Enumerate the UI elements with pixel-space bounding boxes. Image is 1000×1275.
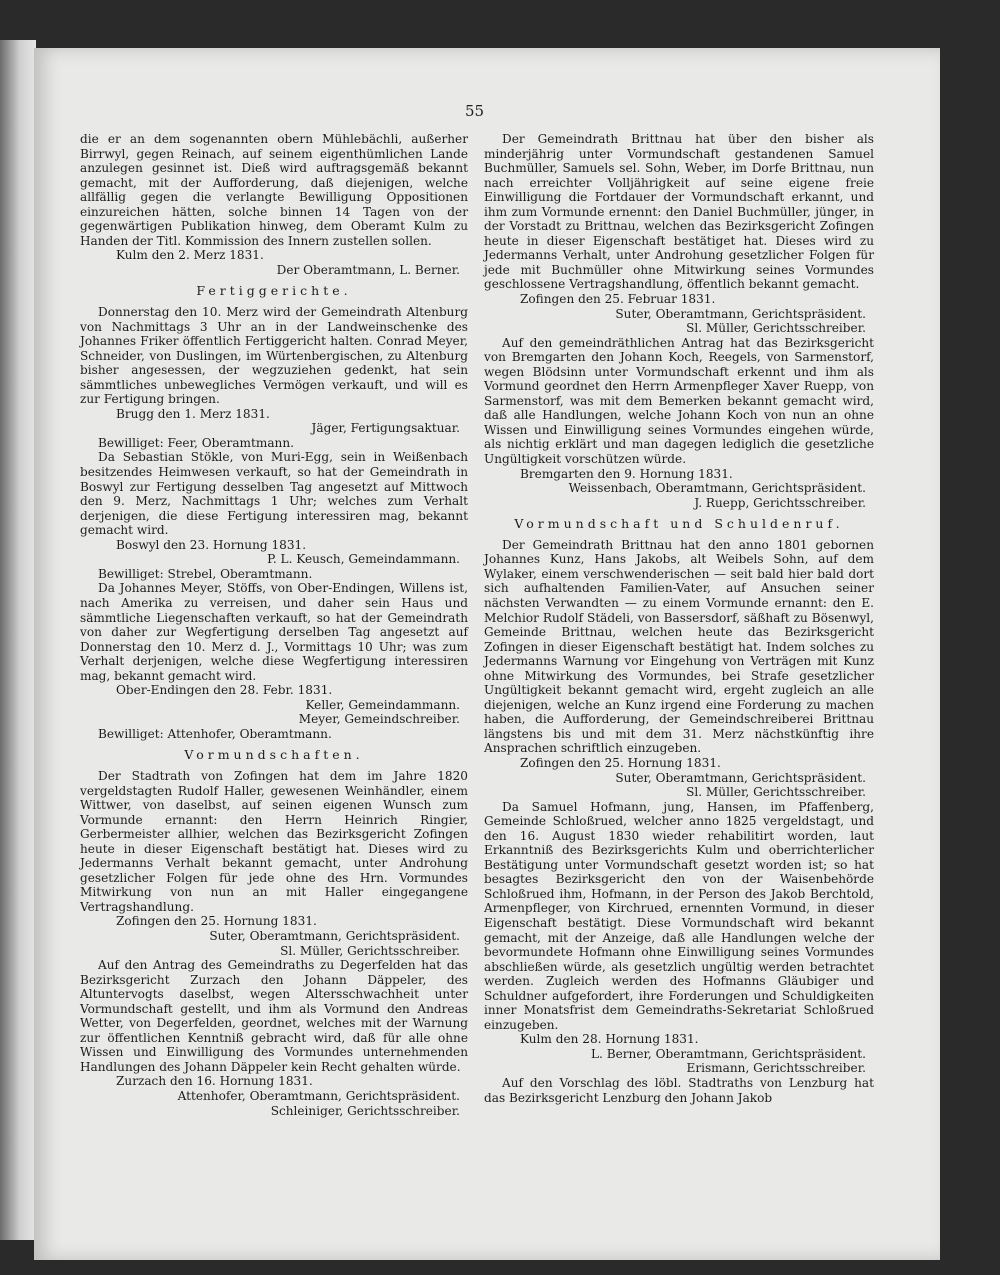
notice-paragraph: Der Gemeindrath Brittnau hat über den bisher als minderjährig unter Vormundschaft gestandenen Samuel Buchmüller, Samuels sel. Sohn, Weber, im Dorfe Brittnau, nun nach erreichter Volljährigkeit auf seine eigene freie Einwilligung die Fortdauer der Vormundschaft erkannt, und ihm zum Vormunde ernennt: den Daniel Buchmüller, jünger, in der Vorstadt zu Brittnau, welchen das Bezirksgericht Zofingen heute in dieser Eigenschaft bestätiget hat. Dieses wird zu Jedermanns Verhalt, unter Androhung gesetzlicher Folgen für jede mit Buchmüller ohne Mitwirkung seines Vormundes geschlossene Vertragshandlung, öffentlich bekannt gemacht. [484,132,874,292]
notice-paragraph: Der Gemeindrath Brittnau hat den anno 1801 gebornen Johannes Kunz, Hans Jakobs, alt Weibels Sohn, auf dem Wylaker, einem verschwenderischen — seit bald hier bald dort sich aufhaltenden Familien-Vater, auf Ansuchen seiner nächsten Verwandten — zu einem Vormunde ernannt: den E. Melchior Rudolf Städeli, von Bassersdorf, säßhaft zu Bösenwyl, Gemeinde Brittnau, welchen heute das Bezirksgericht Zofingen in dieser Eigenschaft bestätigt hat. Indem solches zu Jedermanns Warnung vor Eingehung von Verträgen mit Kunz ohne Mitwirkung des Vormundes, bei Strafe gesetzlicher Ungültigkeit bekannt gemacht wird, ergeht zugleich an alle diejenigen, welche an Kunz irgend eine Forderung zu machen haben, die Aufforderung, der Gemeindschreiberei Brittnau längstens bis und mit dem 31. Merz nächstkünftig ihre Ansprachen schriftlich einzugeben. [484,537,874,756]
signature-line: J. Ruepp, Gerichtsschreiber. [694,495,866,510]
spine-edge-text [4,160,14,840]
page-number: 55 [465,102,485,120]
place-date-line: Brugg den 1. Merz 1831. [116,406,270,421]
notice-paragraph: Da Sebastian Stökle, von Muri-Egg, sein in Weißenbach besitzendes Heimwesen verkauft, so hat der Gemeindrath in Boswyl zur Fertigung desselben Tag angesetzt auf Mittwoch den 9. Merz, Nachmittags 1 Uhr; welches zum Verhalt derjenigen, die diese Fertigung interessiren mag, bekannt gemacht wird. [80,450,468,538]
signature-line: Der Oberamtmann, L. Berner. [276,262,460,277]
notice-paragraph: Auf den gemeindräthlichen Antrag hat das Bezirksgericht von Bremgarten den Johann Koch, Reegels, von Sarmenstorf, wegen Blödsinn unter Vormundschaft erkennt und ihm als Vormund geordnet den Herrn Armenpfleger Xaver Ruepp, von Sarmenstorf, was mit dem Bemerken bekannt gemacht wird, daß alle Handlungen, welche Johann Koch von nun an ohne Wissen und Einwilligung seines Vormundes eingehen würde, als nichtig erklärt und man dagegen lediglich die gesetzliche Ungültigkeit vorschützen würde. [484,335,874,467]
place-date-line: Zurzach den 16. Hornung 1831. [116,1074,313,1089]
place-date-line: Zofingen den 25. Hornung 1831. [116,914,317,929]
approval-line: Bewilliget: Feer, Oberamtmann. [98,435,294,450]
notice-paragraph: Auf den Vorschlag des löbl. Stadtraths von Lenzburg hat das Bezirksgericht Lenzburg den Johann Jakob [484,1076,874,1105]
signature-line: Meyer, Gemeindschreiber. [298,712,460,727]
signature-line: Suter, Oberamtmann, Gerichtspräsident. [209,928,460,943]
signature-line: P. L. Keusch, Gemeindammann. [267,552,460,567]
signature-line: Attenhofer, Oberamtmann, Gerichtspräsident. [177,1089,460,1103]
place-date-line: Zofingen den 25. Hornung 1831. [520,755,721,770]
place-date-line: Bremgarten den 9. Hornung 1831. [520,466,733,481]
signature-line: Jäger, Fertigungsaktuar. [311,421,460,436]
left-column [80,132,468,1118]
section-heading: Vormundschaft und Schuldenruf. [514,516,844,532]
signature-line: Sl. Müller, Gerichtsschreiber. [686,785,866,800]
place-date-line: Kulm den 2. Merz 1831. [116,248,264,263]
right-column [484,132,874,1105]
place-date-line: Ober-Endingen den 28. Febr. 1831. [116,683,333,698]
signature-line: Sl. Müller, Gerichtsschreiber. [686,321,866,336]
signature-line: L. Berner, Oberamtmann, Gerichtspräsident. [590,1046,866,1061]
approval-line: Bewilliget: Strebel, Oberamtmann. [98,566,313,581]
signature-line: Suter, Oberamtmann, Gerichtspräsident. [615,306,866,321]
signature-line: Schleiniger, Gerichtsschreiber. [270,1103,460,1118]
notice-paragraph: Da Samuel Hofmann, jung, Hansen, im Pfaffenberg, Gemeinde Schloßrued, welcher anno 1825 vergeldstagt, und den 16. August 1830 wieder rehabilitirt worden, laut Erkanntniß des Bezirksgerichts Kulm und oberrichterlicher Bestätigung unter Vormundschaft gesetzt worden ist; so hat besagtes Bezirksgericht den von der Waisenbehörde Schloßrued ihm, Hofmann, in der Person des Jakob Berchtold, Armenpfleger, von Kirchrued, ernennten Vormund, in dieser Eigenschaft bestätigt. Diese Vormundschaft wird bekannt gemacht, mit der Anzeige, daß alle Handlungen welche der bevormundete Hofmann ohne Einwilligung seines Vormundes abschließen würde, als gesetzlich ungültig werden betrachtet werden. Zugleich werden des Hofmanns Gläubiger und Schuldner aufgefordert, ihre Forderungen und Schuldigkeiten inner Monatsfrist dem Gemeindraths-Sekretariat Schloßrued einzugeben. [484,799,874,1032]
notice-paragraph: Donnerstag den 10. Merz wird der Gemeindrath Altenburg von Nachmittags 3 Uhr an in der Landweinschenke des Johannes Friker öffentlich Fertiggericht halten. Conrad Meyer, Schneider, von Duslingen, im Würtenbergischen, zu Altenburg bisher angesessen, der wegzuziehen gedenkt, hat sein sämmtliches unbewegliches Vermögen verkauft, und will es zur Fertigung bringen. [80,305,468,407]
signature-line: Suter, Oberamtmann, Gerichtspräsident. [615,770,866,785]
approval-line: Bewilliget: Attenhofer, Oberamtmann. [98,726,332,741]
signature-line: Sl. Müller, Gerichtsschreiber. [280,943,460,958]
section-heading: Vormundschaften. [184,747,364,763]
signature-line: Erismann, Gerichtsschreiber. [686,1061,866,1076]
place-date-line: Zofingen den 25. Februar 1831. [520,292,716,307]
signature-line: Weissenbach, Oberamtmann, Gerichtspräsident. [568,481,866,496]
place-date-line: Boswyl den 23. Hornung 1831. [116,537,307,552]
notice-paragraph: die er an dem sogenannten obern Mühlebächli, außerher Birrwyl, gegen Reinach, auf seinem eigenthümlichen Lande anzulegen gesinnet ist. Dieß wird auftragsgemäß bekannt gemacht, mit der Aufforderung, daß diejenigen, welche allfällig gegen die verlangte Bewilligung Oppositionen einzureichen hätten, solche binnen 14 Tagen von der gegenwärtigen Publikation hinweg, dem Oberamt Kulm zu Handen der Titl. Kommission des Innern zustellen sollen. [80,132,468,248]
notice-paragraph: Da Johannes Meyer, Stöffs, von Ober-Endingen, Willens ist, nach Amerika zu verreisen, und daher sein Haus und sämmtliche Liegenschaften verkauft, so hat der Gemeindrath von daher zur Wegfertigung derselben Tag angesetzt auf Donnerstag den 10. Merz d. J., Vormittags 10 Uhr; was zum Verhalt derjenigen, welche diese Wegfertigung interessiren mag, bekannt gemacht wird. [80,581,468,683]
section-heading: Fertiggerichte. [196,283,352,299]
notice-paragraph: Auf den Antrag des Gemeindraths zu Degerfelden hat das Bezirksgericht Zurzach den Johann Däppeler, des Altuntervogts daselbst, wegen Altersschwachheit unter Vormundschaft gestellt, und ihm als Vormund den Andreas Wetter, von Degerfelden, geordnet, welches mit der Warnung zur öffentlichen Kenntniß gebracht wird, daß für alle ohne Wissen und Einwilligung des Vormundes unternehmenden Handlungen des Johann Däppeler kein Recht gehalten würde. [80,958,468,1074]
signature-line: Keller, Gemeindammann. [305,697,460,712]
book-spine [0,40,36,1240]
notice-paragraph: Der Stadtrath von Zofingen hat dem im Jahre 1820 vergeldstagten Rudolf Haller, gewesenen Weinhändler, einem Wittwer, von daselbst, auf seinen eigenen Wunsch zum Vormunde ernannt: den Herrn Heinrich Ringier, Gerbermeister allhier, welchen das Bezirksgericht Zofingen heute in dieser Eigenschaft bestätigt hat. Dieses wird zu Jedermanns Verhalt bekannt gemacht, unter Androhung gesetzlicher Folgen für jede ohne des Hrn. Vormundes Mitwirkung von nun an mit Haller eingegangene Vertragshandlung. [80,768,468,914]
place-date-line: Kulm den 28. Hornung 1831. [520,1032,699,1047]
